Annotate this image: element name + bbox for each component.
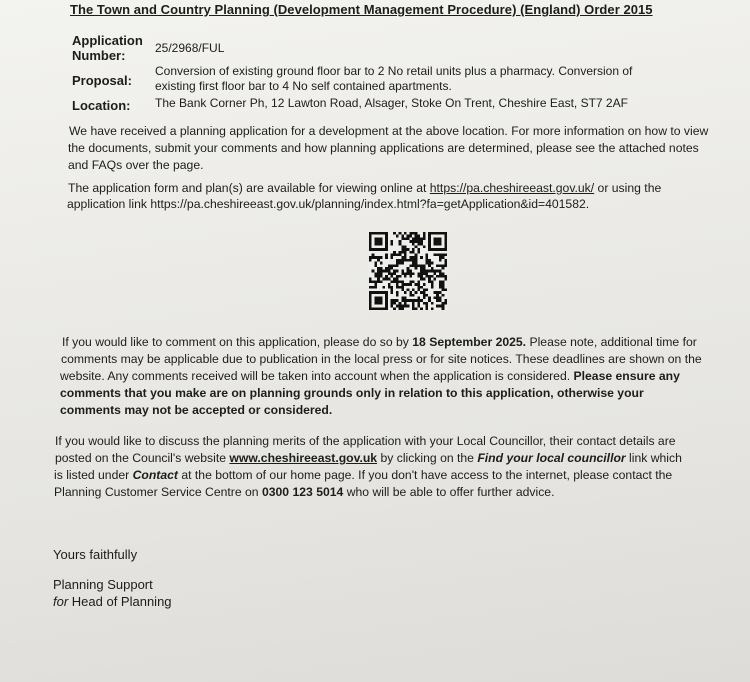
comment-deadline: 18 September 2025. [412,335,527,349]
councillor-line-2-c: link which [625,451,682,465]
councillor-line-3-a: is listed under [54,468,133,482]
order-title: The Town and Country Planning (Development Management Procedure) (England) Order 2015 [70,2,653,17]
councillor-line-3 [54,467,672,484]
comment-line-2: comments may be applicable due to publication in the local press or for site notices. These deadlines are shown on the [61,352,702,366]
comment-line-5: comments may not be accepted or considered. [60,403,333,417]
application-number-label-line1: Application [72,33,143,48]
councillor-line-3-b: at the bottom of our home page. If you don't have access to the internet, please contact the [177,468,673,482]
closing-text: Yours faithfully [53,547,138,562]
signoff-role: Head of Planning [68,594,172,609]
councillor-line-2-a: posted on the Council's website [55,451,230,465]
phone-number: 0300 123 5014 [261,485,344,499]
proposal-label: Proposal: [72,73,132,88]
intro-line-3: and FAQs over the page. [68,158,204,172]
comment-line-4: comments that you make are on planning grounds only in relation to this application, otherwise your [60,386,644,400]
councillor-line-4-b: who will be able to offer further advice. [343,485,555,499]
online-line-1-suffix: or using the [594,181,662,195]
portal-link[interactable]: https://pa.cheshireeast.gov.uk/ [429,181,595,195]
qr-code-icon [369,232,447,310]
comment-line-3-bold: Please ensure any [573,369,680,383]
signoff-department: Planning Support [53,577,153,592]
application-number-label-line2: Number: [72,48,126,63]
councillor-line-2 [55,450,682,467]
location-label: Location: [72,98,131,113]
online-line-1-prefix: The application form and plan(s) are available for viewing online at [68,181,430,195]
online-line-2: application link https://pa.cheshireeast.gov.uk/planning/index.html?fa=getApplication&id=401582. [67,197,590,211]
signoff-for-line [53,594,172,611]
location-value: The Bank Corner Ph, 12 Lawton Road, Alsager, Stoke On Trent, Cheshire East, ST7 2AF [155,96,628,110]
council-website-link[interactable]: www.cheshireeast.gov.uk [229,451,378,465]
councillor-line-2-b: by clicking on the [377,451,478,465]
councillor-line-1: If you would like to discuss the planning merits of the application with your Local Councillor, their contact details are [55,434,676,448]
signoff-for-word: for [53,594,69,609]
proposal-line-1: Conversion of existing ground floor bar to 2 No retail units plus a pharmacy. Conversion of [155,64,633,78]
find-councillor-link[interactable]: Find your local councillor [477,451,626,465]
councillor-line-4-a: Planning Customer Service Centre on [54,485,262,499]
comment-line-3 [60,368,680,385]
comment-line-1 [62,334,697,351]
comment-line-1-a: If you would like to comment on this application, please do so by [62,335,413,349]
contact-word: Contact [132,468,178,482]
online-line-1 [68,180,661,197]
proposal-line-2: existing first floor bar to 4 No self contained apartments. [155,79,452,93]
intro-line-2: the documents, submit your comments and how planning applications are determined, please see the attached notes [68,141,699,155]
councillor-line-4 [54,484,554,501]
comment-line-1-b: Please note, additional time for [526,335,697,349]
application-number-value: 25/2968/FUL [155,41,225,55]
comment-line-3-a: website. Any comments received will be taken into account when the application is considered. [60,369,574,383]
intro-line-1: We have received a planning application for a development at the above location. For more information on how to view [69,124,709,138]
